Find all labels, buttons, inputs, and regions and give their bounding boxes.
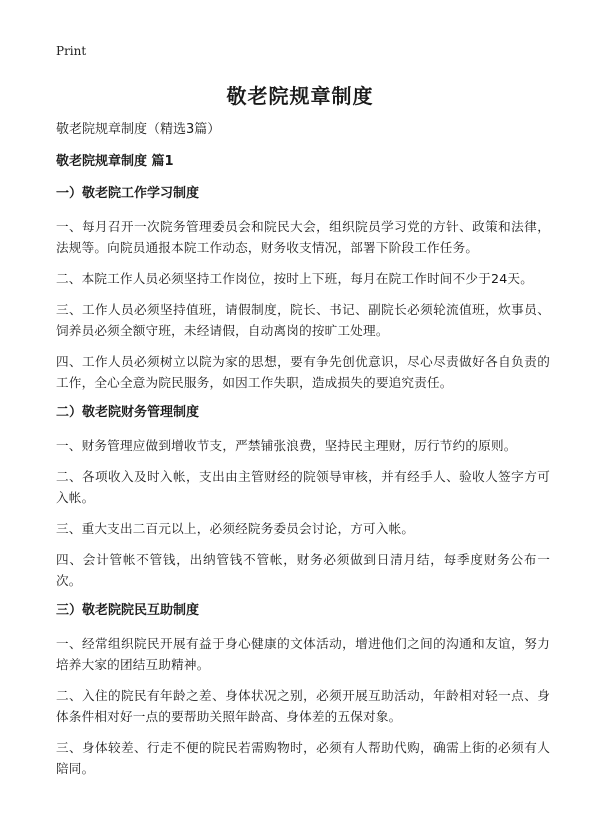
paragraph: 三、身体较差、行走不便的院民若需购物时，必须有人帮助代购，确需上街的必须有人陪同。 [56,740,550,776]
section-heading: 三）敬老院院民互助制度 [56,603,200,618]
section-heading: 二）敬老院财务管理制度 [56,405,200,420]
document-subtitle: 敬老院规章制度（精选3篇） [56,122,221,137]
part-heading: 敬老院规章制度 篇1 [56,154,174,169]
paragraph: 一、经常组织院民开展有益于身心健康的文体活动，增进他们之间的沟通和友谊，努力培养大家的团结互助精神。 [56,636,550,672]
section-finance [56,403,550,591]
paragraph: 四、会计管帐不管钱，出纳管钱不管帐，财务必须做到日清月结，每季度财务公布一次。 [56,552,550,588]
paragraph: 二、各项收入及时入帐，支出由主管财经的院领导审核，并有经手人、验收人签字方可入帐。 [56,469,550,505]
paragraph: 一、每月召开一次院务管理委员会和院民大会，组织院员学习党的方针、政策和法律，法规等。向院员通报本院工作动态，财务收支情况，部署下阶段工作任务。 [56,219,550,255]
paragraph: 二、入住的院民有年龄之差、身体状况之别，必须开展互助活动，年龄相对轻一点、身体条件相对好一点的要帮助关照年龄高、身体差的五保对象。 [56,688,550,724]
print-link[interactable]: Print [56,44,87,58]
paragraph: 一、财务管理应做到增收节支，严禁铺张浪费，坚持民主理财，厉行节约的原则。 [56,438,517,453]
paragraph: 三、重大支出二百元以上，必须经院务委员会讨论，方可入帐。 [56,521,415,536]
document-body [56,120,550,789]
document-title: 敬老院规章制度 [226,84,374,108]
paragraph: 三、工作人员必须坚持值班，请假制度，院长、书记、副院长必须轮流值班，炊事员、饲养员必须全额守班，未经请假，自动离岗的按旷工处理。 [56,302,550,338]
section-heading: 一）敬老院工作学习制度 [56,186,200,201]
section-mutual-aid [56,601,550,779]
section-work-study [56,184,550,393]
paragraph: 二、本院工作人员必须坚持工作岗位，按时上下班，每月在院工作时间不少于24天。 [56,271,533,286]
paragraph: 四、工作人员必须树立以院为家的思想，要有争先创优意识，尽心尽责做好各自负责的工作，全心全意为院民服务，如因工作失职，造成损失的要追究责任。 [56,354,550,390]
